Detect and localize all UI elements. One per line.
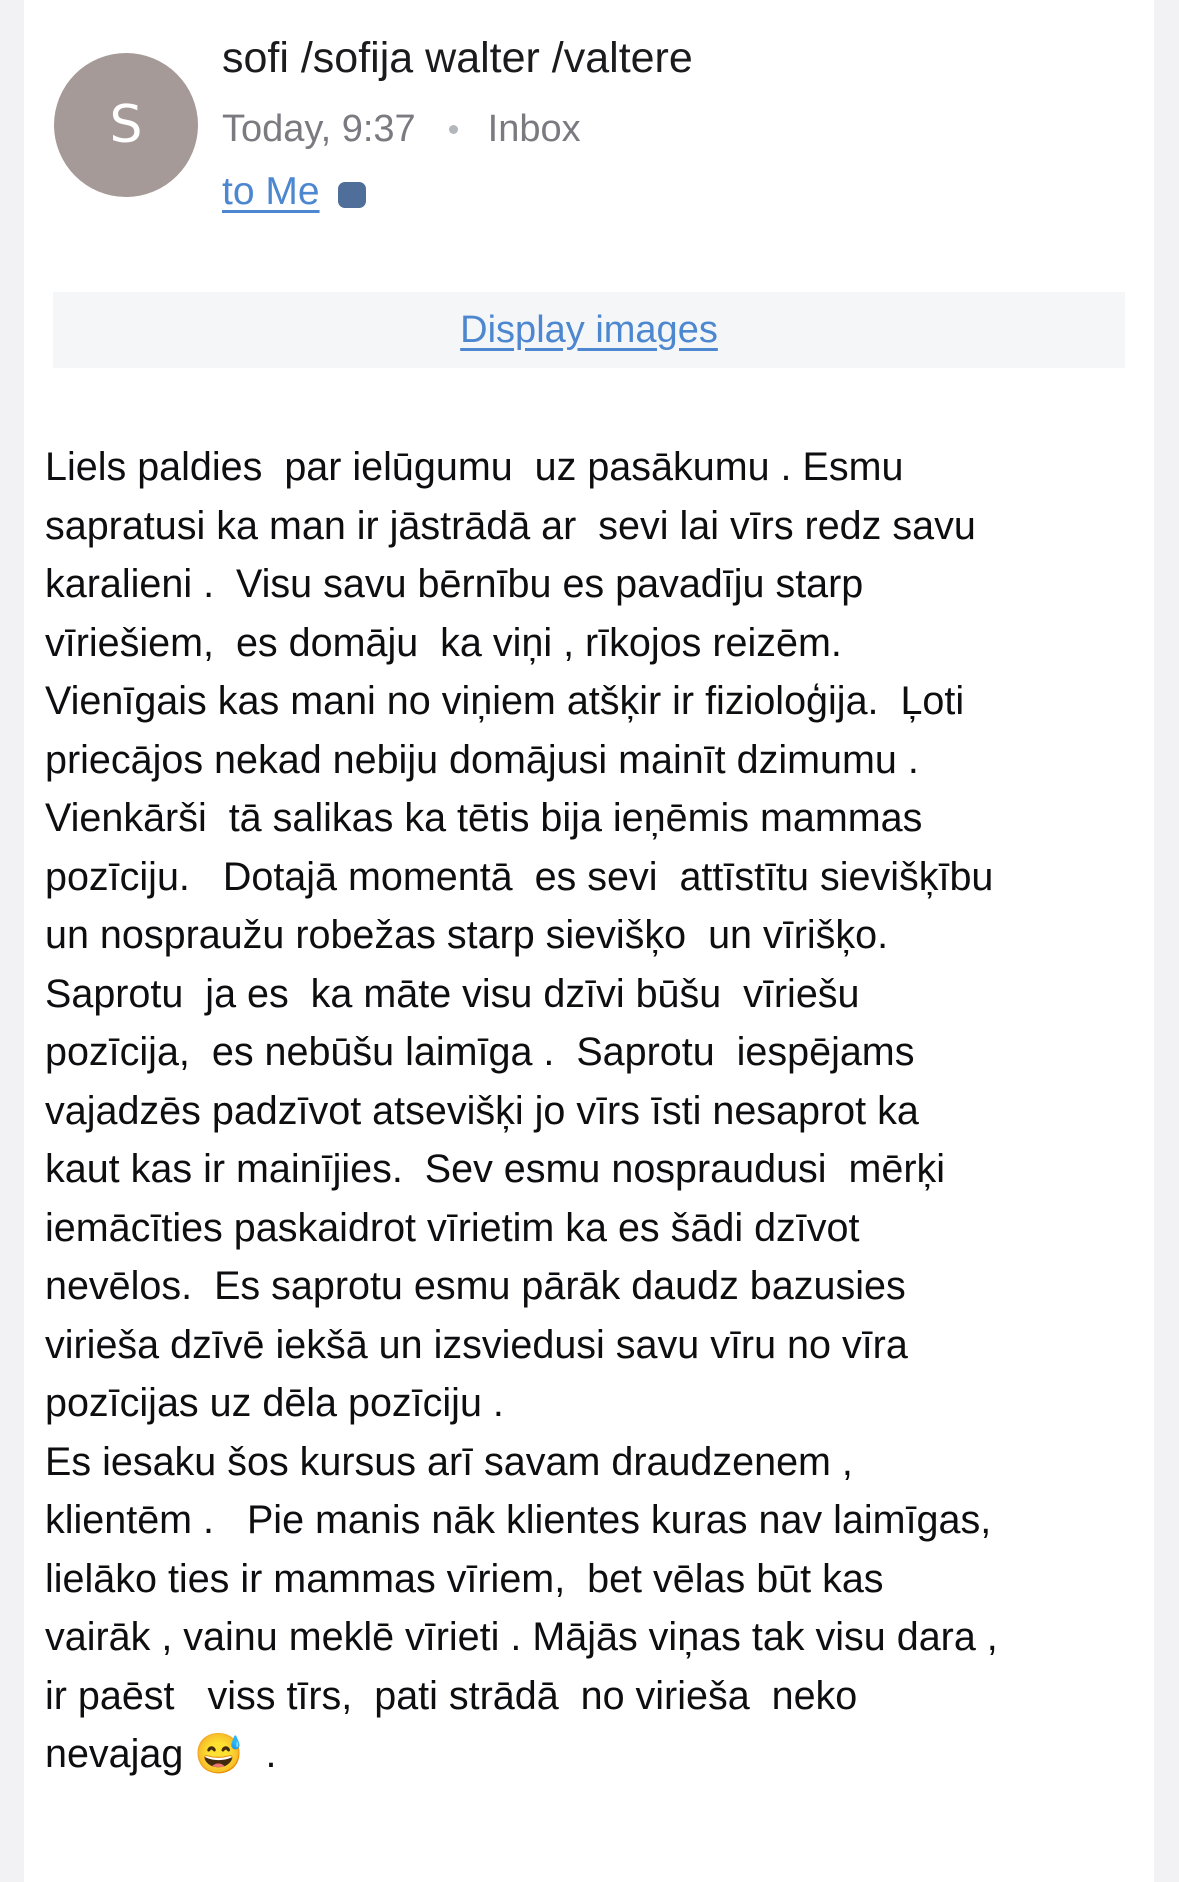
body-line: virieša dzīvē iekšā un izsviedusi savu vīru no vīra	[45, 1322, 908, 1367]
email-body	[45, 438, 1150, 1784]
email-time: Today, 9:37	[222, 108, 416, 150]
recipient-line	[222, 170, 366, 214]
sender-name[interactable]: sofi /sofija walter /valtere	[222, 34, 693, 82]
email-view	[24, 0, 1154, 1882]
avatar-letter: S	[109, 95, 143, 155]
email-folder: Inbox	[487, 108, 581, 150]
body-line: Vienīgais kas mani no viņiem atšķir ir fizioloģija. Ļoti	[45, 679, 965, 723]
body-line: un nospraužu robežas starp sievišķo un vīrišķo.	[45, 913, 889, 957]
body-line: klientēm . Pie manis nāk klientes kuras nav laimīgas,	[45, 1498, 992, 1542]
body-line: vajadzēs padzīvot atsevišķi jo vīrs īsti nesaprot ka	[45, 1088, 919, 1133]
display-images-link[interactable]: Display images	[460, 308, 718, 351]
body-line: Vienkārši tā salikas ka tētis bija ieņēmis mammas	[45, 796, 923, 840]
body-line: pozīcijas uz dēla pozīciju .	[45, 1381, 504, 1425]
body-line: Saprotu ja es ka māte visu dzīvi būšu vīriešu	[45, 971, 860, 1016]
body-line: iemācīties paskaidrot vīrietim ka es šādi dzīvot	[45, 1205, 860, 1250]
body-line: Liels paldies par ielūgumu uz pasākumu . Esmu	[45, 445, 904, 489]
body-line: pozīcija, es nebūšu laimīga . Saprotu iespējams	[45, 1030, 915, 1074]
body-line: vairāk , vainu meklē vīrieti . Mājās viņas tak visu dara ,	[45, 1615, 998, 1659]
sender-avatar[interactable]	[54, 53, 198, 197]
body-line: ir paēst viss tīrs, pati strādā no virieša neko	[45, 1673, 858, 1718]
body-line: nevēlos. Es saprotu esmu pārāk daudz bazusies	[45, 1264, 906, 1308]
body-line: Es iesaku šos kursus arī savam draudzenem ,	[45, 1439, 853, 1484]
separator-dot-icon	[449, 125, 458, 134]
body-line: kaut kas ir mainījies. Sev esmu nospraudusi mērķi	[45, 1147, 946, 1191]
body-line: priecājos nekad nebiju domājusi mainīt dzimumu .	[45, 737, 919, 782]
category-tag-icon	[338, 182, 366, 208]
email-header	[24, 0, 1154, 260]
body-line: karalieni . Visu savu bērnību es pavadīju starp	[45, 562, 864, 606]
body-line: sapratusi ka man ir jāstrādā ar sevi lai vīrs redz savu	[45, 503, 976, 548]
email-meta	[222, 108, 581, 151]
recipient-link[interactable]: to Me	[222, 170, 320, 213]
display-images-banner	[53, 292, 1125, 368]
body-line: lielāko ties ir mammas vīriem, bet vēlas būt kas	[45, 1556, 884, 1601]
body-line: vīriešiem, es domāju ka viņi , rīkojos reizēm.	[45, 620, 842, 665]
body-line: pozīciju. Dotajā momentā es sevi attīstītu sievišķību	[45, 854, 994, 899]
body-line: nevajag 😅 .	[45, 1732, 277, 1776]
